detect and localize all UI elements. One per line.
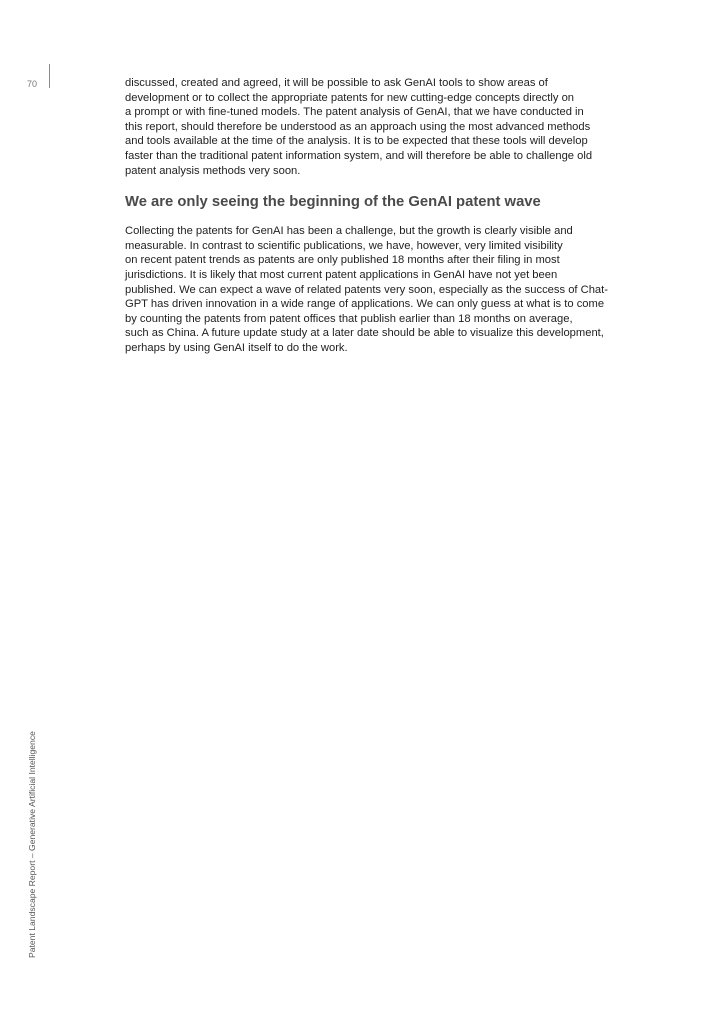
- text-line: by counting the patents from patent offices that publish earlier than 18 months on average,: [125, 312, 573, 325]
- text-line: on recent patent trends as patents are only published 18 months after their filing in most: [125, 254, 560, 267]
- text-line: jurisdictions. It is likely that most current patent applications in GenAI have not yet been: [125, 268, 558, 281]
- text-line: measurable. In contrast to scientific publications, we have, however, very limited visibility: [125, 239, 563, 252]
- text-line: development or to collect the appropriate patents for new cutting-edge concepts directly on: [125, 91, 575, 104]
- intro-paragraph: [125, 76, 597, 178]
- section-heading: We are only seeing the beginning of the GenAI patent wave: [125, 194, 541, 211]
- text-line: this report, should therefore be understood as an approach using the most advanced methods: [125, 120, 591, 133]
- running-footer: Patent Landscape Report – Generative Artificial Intelligence: [27, 731, 37, 958]
- text-line: faster than the traditional patent information system, and will therefore be able to challenge old: [125, 149, 593, 162]
- text-line: patent analysis methods very soon.: [125, 164, 301, 177]
- text-line: GPT has driven innovation in a wide range of applications. We can only guess at what is to come: [125, 298, 605, 311]
- text-line: discussed, created and agreed, it will be possible to ask GenAI tools to show areas of: [125, 77, 548, 89]
- text-line: a prompt or with fine-tuned models. The patent analysis of GenAI, that we have conducted in: [125, 106, 584, 119]
- header-divider: [49, 64, 50, 88]
- section-paragraph: [125, 224, 608, 355]
- text-line: Collecting the patents for GenAI has been a challenge, but the growth is clearly visible and: [125, 225, 573, 238]
- page-number: 70: [27, 79, 38, 89]
- text-line: and tools available at the time of the analysis. It is to be expected that these tools will develop: [125, 135, 588, 148]
- text-line: perhaps by using GenAI itself to do the work.: [125, 341, 348, 354]
- text-line: such as China. A future update study at a later date should be able to visualize this development,: [125, 327, 604, 340]
- main-content: [125, 76, 608, 356]
- text-line: published. We can expect a wave of related patents very soon, especially as the success of Chat-: [125, 283, 608, 296]
